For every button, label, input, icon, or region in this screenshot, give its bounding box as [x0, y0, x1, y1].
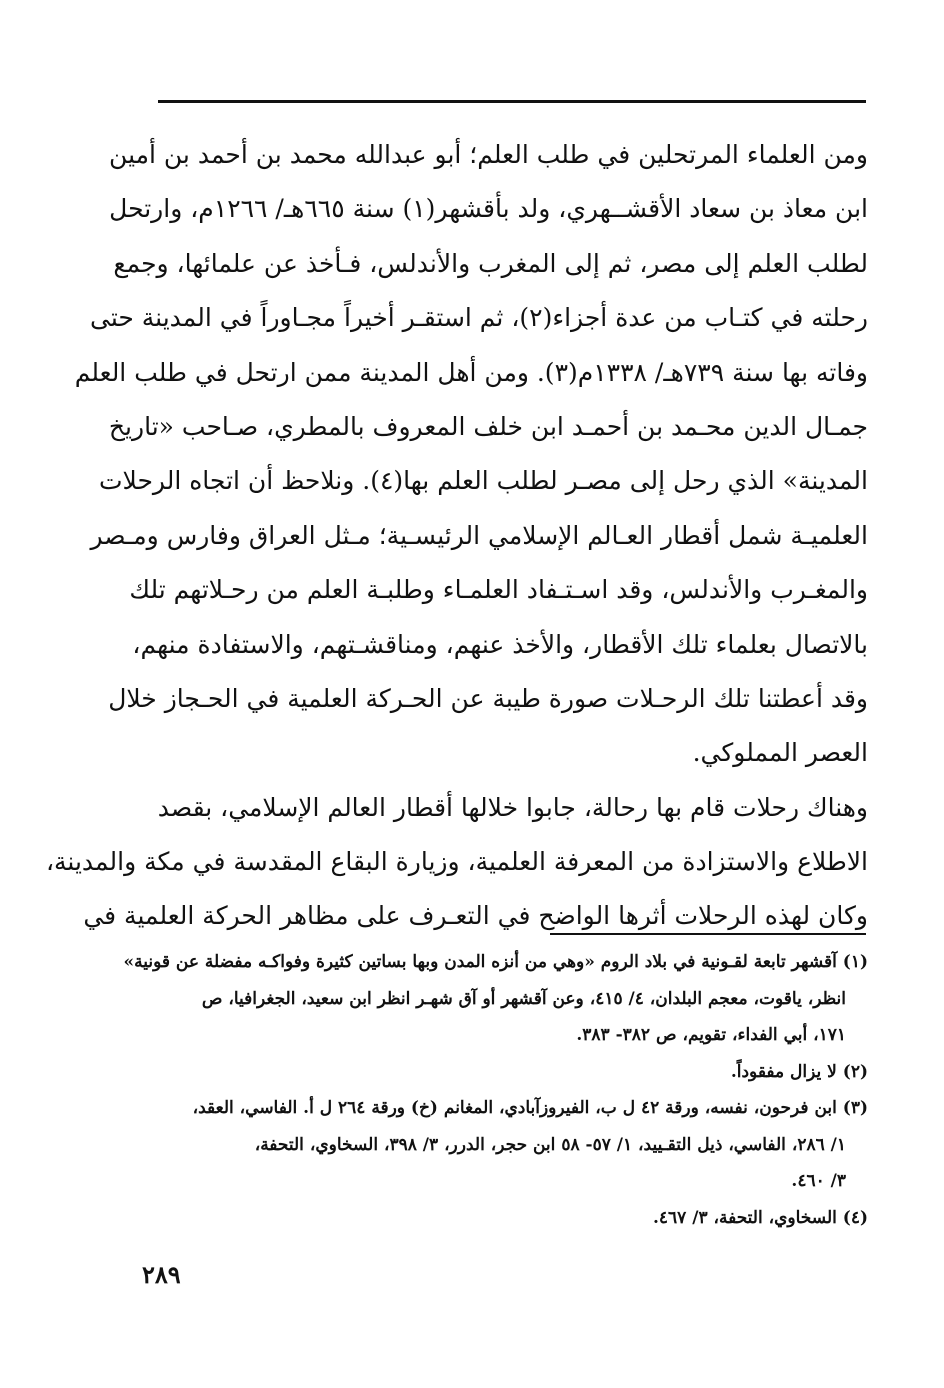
text-line: العصر المملوكي. — [692, 738, 868, 768]
header-rule — [158, 100, 866, 103]
text-line: بالاتصال بعلماء تلك الأقطار، والأخذ عنهم، ومناقشـتهم، والاستفادة منهم، — [132, 629, 868, 659]
text-line: وقد أعطتنا تلك الرحـلات صورة طيبة عن الحـركة العلمية في الحـجاز خلال — [108, 683, 868, 713]
footnote-rule — [550, 933, 866, 935]
footnote-line: (١) آقشهر تابعة لقـونية في بلاد الروم «وهي من أنزه المدن وبها بساتين كثيرة وفواكـه مفضلة عن قونية» — [123, 952, 868, 972]
text-line: والمغـرب والأندلس، وقد اسـتـفاد العلمـاء وطلبـة العلم من رحـلاتهم تلك — [129, 575, 868, 605]
text-line: المدينة» الذي رحل إلى مصـر لطلب العلم بها(٤). ونلاحظ أن اتجاه الرحلات — [99, 466, 868, 496]
footnote-line: (٣) ابن فرحون، نفسه، ورقة ٤٢ ل ب، الفيروزآبادي، المغانم (خ) ورقة ٢٦٤ ل أ. الفاسي، العقد، — [192, 1098, 868, 1118]
text-line: وفاته بها سنة ٧٣٩هـ/ ١٣٣٨م(٣). ومن أهل المدينة ممن ارتحل في طلب العلم — [74, 357, 868, 387]
footnote-line: انظر، ياقوت، معجم البلدان، ٤/ ٤١٥، وعن آقشهر أو آق شهـر انظر ابن سعيد، الجغرافيا، ص — [201, 988, 846, 1009]
text-line: لطلب العلم إلى مصر، ثم إلى المغرب والأندلس، فـأخذ عن علمائها، وجمع — [113, 248, 868, 278]
text-line: الاطلاع والاستزادة من المعرفة العلمية، وزيارة البقاع المقدسة في مكة والمدينة، — [45, 847, 868, 877]
footnote-line: (٢) لا يزال مفقوداً. — [730, 1061, 868, 1082]
footnote-line: ٣/ ٤٦٠. — [791, 1171, 846, 1191]
main-text — [45, 128, 868, 944]
footnotes — [120, 944, 868, 1236]
text-line: ومن العلماء المرتحلين في طلب العلم؛ أبو عبدالله محمد بن أحمد بن أمين — [109, 140, 868, 169]
text-line: جمـال الدين محـمد بن أحمـد ابن خلف المعروف بالمطري، صـاحب «تاريخ — [108, 411, 868, 441]
footnote-line: ١٧١، أبي الفداء، تقويم، ص ٣٨٢- ٣٨٣. — [576, 1025, 846, 1045]
footnote-line: (٤) السخاوي، التحفة، ٣/ ٤٦٧. — [652, 1207, 868, 1228]
text-line: العلميـة شمل أقطار العـالم الإسلامي الرئيسـية؛ مـثل العراق وفارس ومـصر — [90, 520, 868, 550]
text-line: رحلته في كتـاب من عدة أجزاء(٢)، ثم استقـر أخيراً مجـاوراً في المدينة حتى — [89, 303, 868, 333]
text-line: وكان لهذه الرحلات أثرها الواضح في التعـرف على مظاهر الحركة العلمية في — [83, 901, 868, 931]
page-number: ٢٨٩ — [142, 1260, 181, 1289]
footnote-4 — [120, 1200, 868, 1237]
text-line: ابن معاذ بن سعاد الأقشــهري، ولد بأقشهر(١) سنة ٦٦٥هـ/ ١٢٦٦م، وارتحل — [109, 194, 868, 224]
footnote-2 — [120, 1054, 868, 1091]
text-line: وهناك رحلات قام بها رحالة، جابوا خلالها أقطار العالم الإسلامي، بقصد — [157, 792, 868, 822]
footnote-3 — [120, 1090, 868, 1200]
footnote-1 — [120, 944, 868, 1054]
footnote-line: ١/ ٢٨٦، الفاسي، ذيل التقـييد، ١/ ٥٧- ٥٨ ابن حجر، الدرر، ٣/ ٣٩٨، السخاوي، التحفة، — [254, 1134, 846, 1155]
